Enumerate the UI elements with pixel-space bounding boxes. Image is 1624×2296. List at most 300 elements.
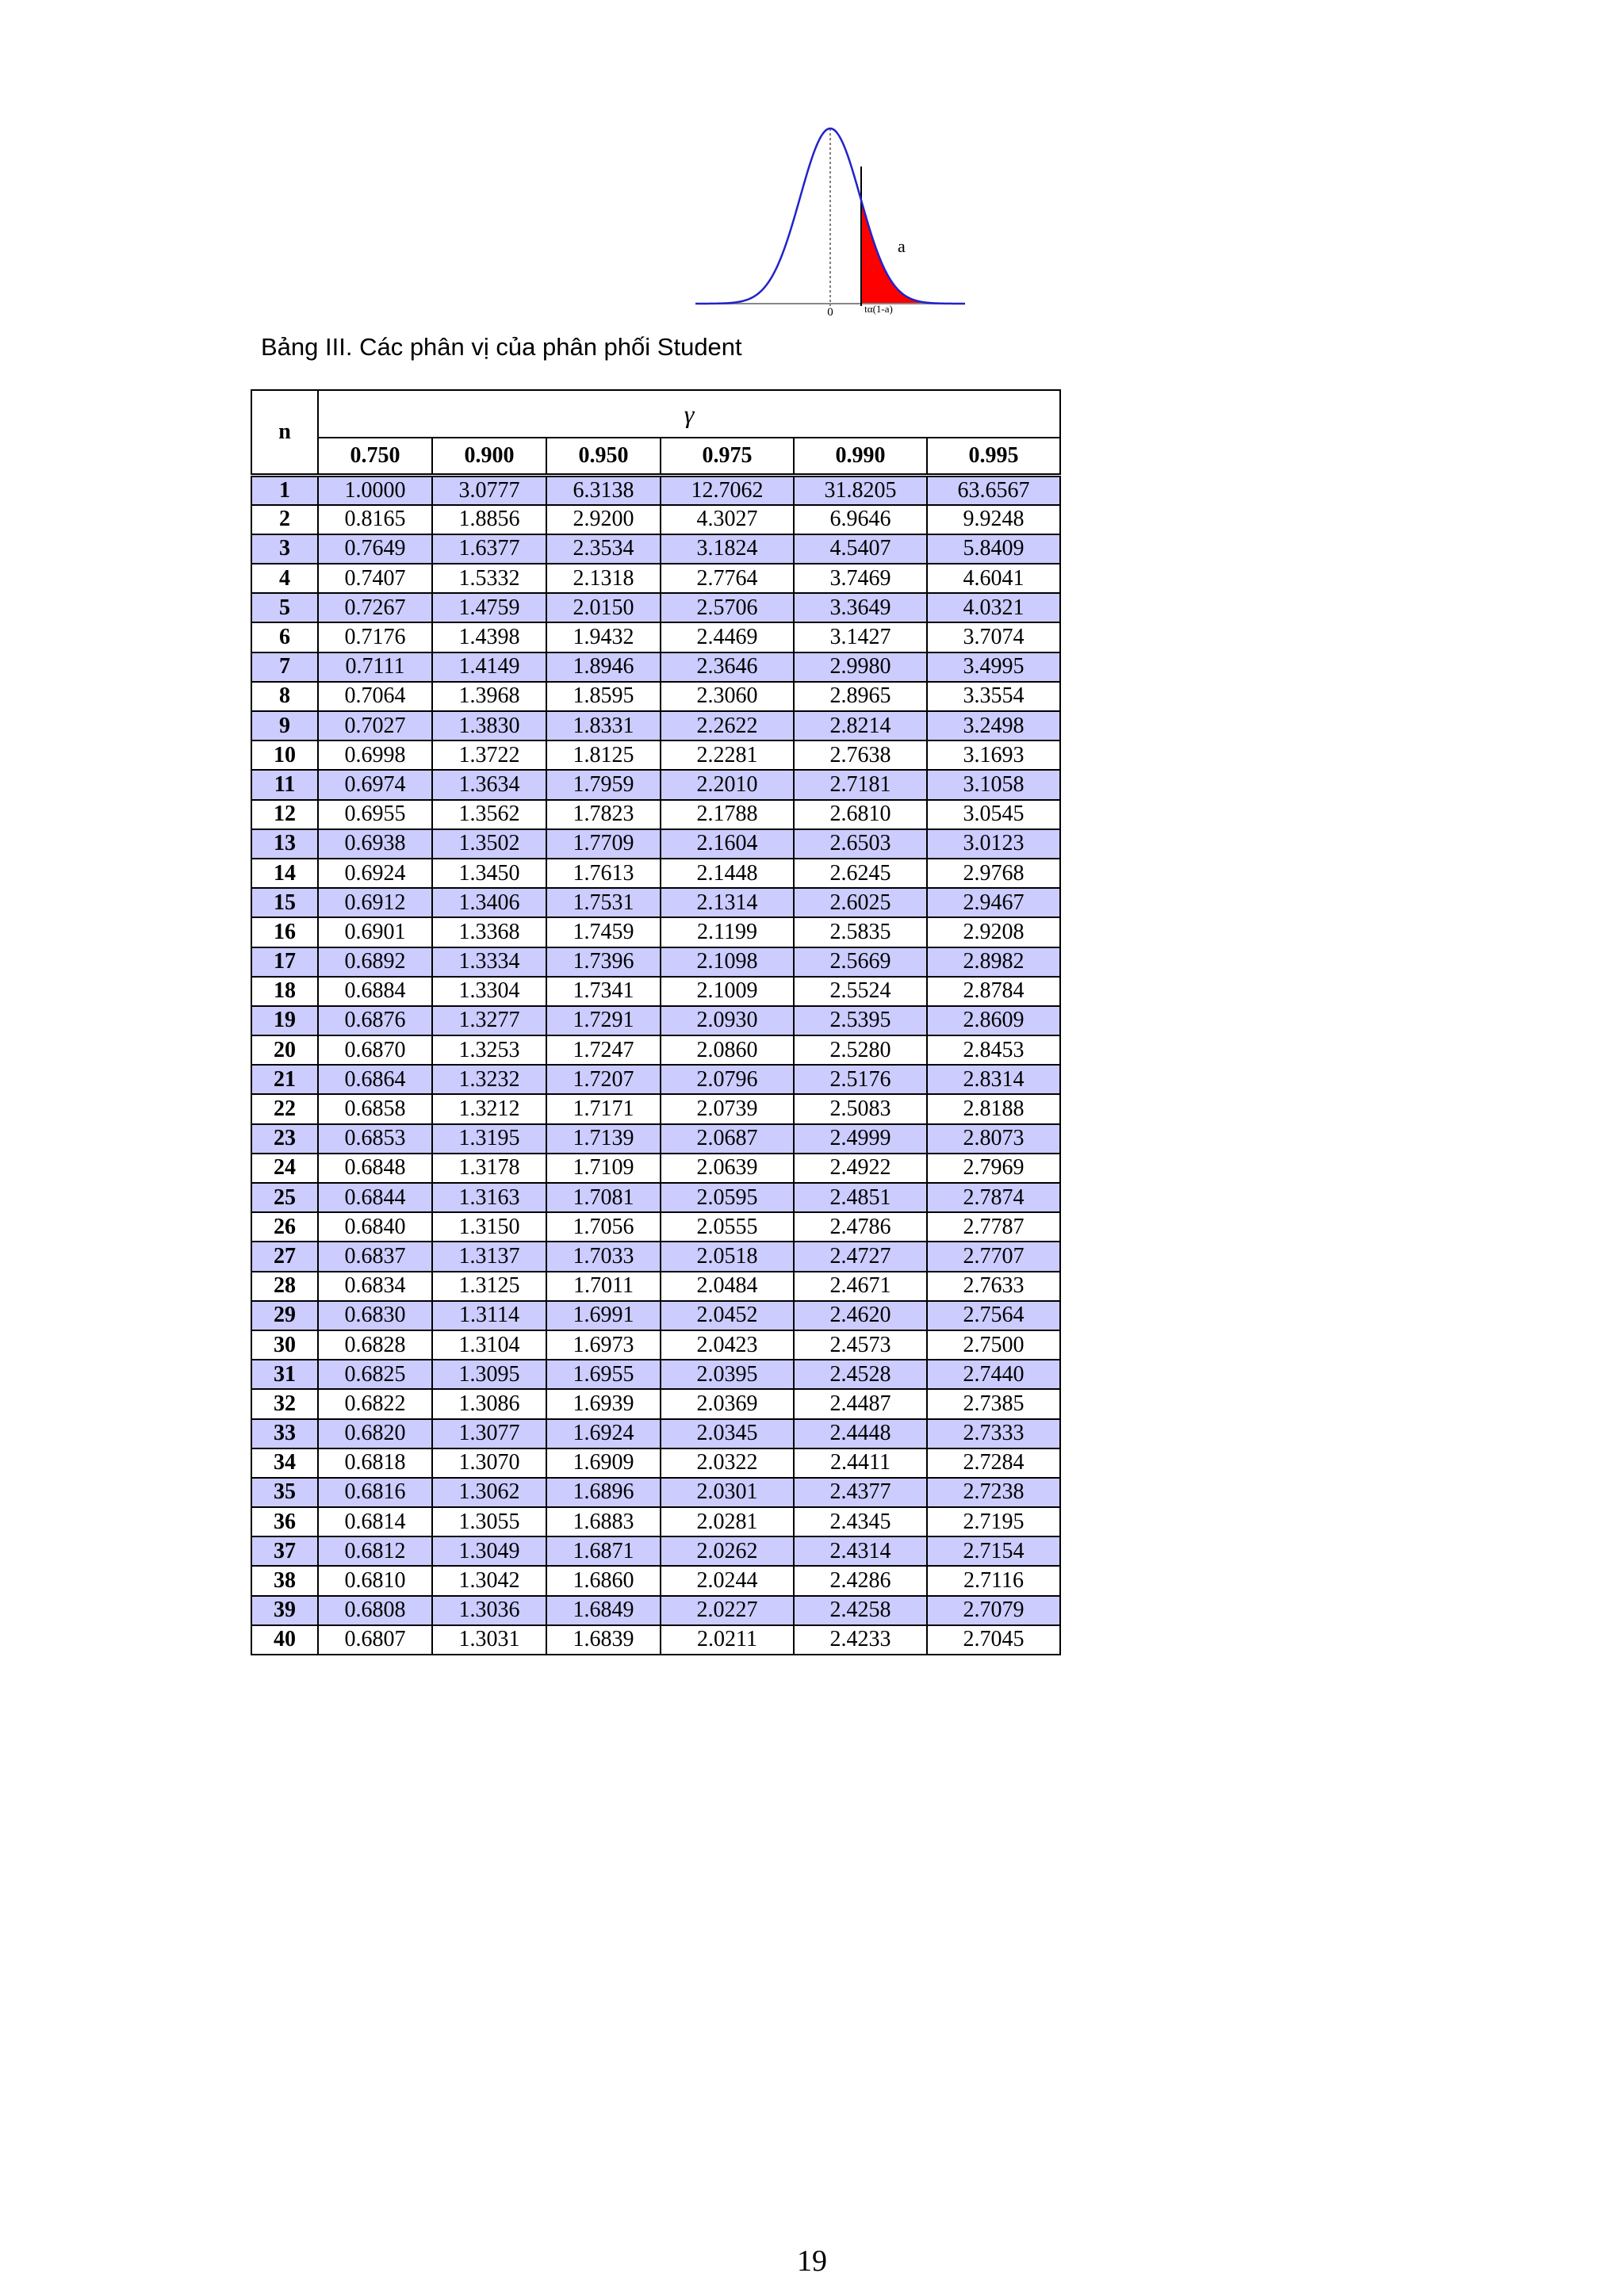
quantile-cell: 1.6909 (546, 1448, 661, 1478)
quantile-cell: 2.0555 (661, 1212, 794, 1242)
quantile-cell: 0.6825 (318, 1360, 432, 1389)
quantile-cell: 2.1604 (661, 829, 794, 859)
quantile-cell: 1.7341 (546, 977, 661, 1006)
table-row (251, 1596, 1060, 1625)
quantile-cell: 0.6876 (318, 1006, 432, 1035)
column-header: 0.900 (432, 438, 546, 476)
quantile-cell: 2.0739 (661, 1094, 794, 1123)
table-row (251, 1536, 1060, 1566)
quantile-cell: 2.0262 (661, 1536, 794, 1566)
quantile-cell: 1.5332 (432, 564, 546, 593)
quantile-cell: 2.0281 (661, 1507, 794, 1536)
quantile-cell: 0.6818 (318, 1448, 432, 1478)
quantile-cell: 1.7531 (546, 888, 661, 917)
quantile-cell: 2.1009 (661, 977, 794, 1006)
quantile-cell: 2.4786 (794, 1212, 927, 1242)
row-n-cell: 32 (251, 1389, 318, 1418)
quantile-cell: 0.6830 (318, 1301, 432, 1330)
quantile-cell: 1.6991 (546, 1301, 661, 1330)
column-header: 0.750 (318, 438, 432, 476)
row-n-cell: 11 (251, 770, 318, 799)
n-column-header: n (251, 390, 318, 476)
quantile-cell: 0.7027 (318, 711, 432, 740)
quantile-cell: 1.7011 (546, 1272, 661, 1301)
quantile-cell: 1.4759 (432, 593, 546, 622)
column-header: 0.995 (927, 438, 1060, 476)
column-header: 0.975 (661, 438, 794, 476)
quantile-cell: 1.7613 (546, 859, 661, 888)
quantile-cell: 1.3049 (432, 1536, 546, 1566)
quantile-cell: 0.6974 (318, 770, 432, 799)
quantile-cell: 0.6820 (318, 1419, 432, 1448)
row-n-cell: 24 (251, 1154, 318, 1183)
quantile-cell: 2.4528 (794, 1360, 927, 1389)
quantile-cell: 2.7195 (927, 1507, 1060, 1536)
quantile-cell: 1.3968 (432, 682, 546, 711)
table-row (251, 682, 1060, 711)
alpha-label: a (898, 236, 906, 256)
table-row (251, 593, 1060, 622)
gamma-header: γ (318, 390, 1060, 438)
quantile-cell: 1.3406 (432, 888, 546, 917)
quantile-cell: 1.3562 (432, 800, 546, 829)
row-n-cell: 22 (251, 1094, 318, 1123)
row-n-cell: 36 (251, 1507, 318, 1536)
column-header: 0.950 (546, 438, 661, 476)
quantile-cell: 0.6816 (318, 1478, 432, 1507)
row-n-cell: 16 (251, 917, 318, 947)
row-n-cell: 30 (251, 1330, 318, 1360)
row-n-cell: 7 (251, 652, 318, 682)
quantile-cell: 1.8595 (546, 682, 661, 711)
quantile-cell: 63.6567 (927, 476, 1060, 505)
quantile-cell: 0.6822 (318, 1389, 432, 1418)
quantile-cell: 2.0395 (661, 1360, 794, 1389)
quantile-cell: 6.3138 (546, 476, 661, 505)
quantile-cell: 1.8125 (546, 740, 661, 770)
quantile-cell: 1.7709 (546, 829, 661, 859)
row-n-cell: 38 (251, 1566, 318, 1595)
quantile-cell: 2.7385 (927, 1389, 1060, 1418)
table-row (251, 1389, 1060, 1418)
quantile-cell: 0.6955 (318, 800, 432, 829)
quantile-cell: 1.7139 (546, 1124, 661, 1154)
quantile-cell: 2.0150 (546, 593, 661, 622)
quantile-cell: 2.1318 (546, 564, 661, 593)
table-row (251, 1035, 1060, 1065)
quantile-cell: 2.8314 (927, 1065, 1060, 1094)
row-n-cell: 15 (251, 888, 318, 917)
quantile-cell: 2.8188 (927, 1094, 1060, 1123)
quantile-cell: 0.6853 (318, 1124, 432, 1154)
quantile-cell: 9.9248 (927, 505, 1060, 534)
quantile-cell: 3.0123 (927, 829, 1060, 859)
table-row (251, 1212, 1060, 1242)
quantile-cell: 2.7440 (927, 1360, 1060, 1389)
quantile-cell: 3.3554 (927, 682, 1060, 711)
quantile-cell: 0.6858 (318, 1094, 432, 1123)
quantile-cell: 2.1788 (661, 800, 794, 829)
quantile-cell: 1.3055 (432, 1507, 546, 1536)
table-row (251, 711, 1060, 740)
column-header: 0.990 (794, 438, 927, 476)
quantile-cell: 2.9200 (546, 505, 661, 534)
quantile-cell: 1.3114 (432, 1301, 546, 1330)
quantile-cell: 2.4487 (794, 1389, 927, 1418)
quantile-cell: 1.7033 (546, 1242, 661, 1271)
quantile-cell: 2.4671 (794, 1272, 927, 1301)
quantile-cell: 1.3163 (432, 1183, 546, 1212)
quantile-cell: 2.7116 (927, 1566, 1060, 1595)
quantile-cell: 3.4995 (927, 652, 1060, 682)
quantile-cell: 2.1448 (661, 859, 794, 888)
quantile-cell: 1.3253 (432, 1035, 546, 1065)
table-row (251, 770, 1060, 799)
quantile-cell: 0.6828 (318, 1330, 432, 1360)
quantile-cell: 1.3334 (432, 947, 546, 977)
table-row (251, 1419, 1060, 1448)
row-n-cell: 10 (251, 740, 318, 770)
quantile-cell: 2.8609 (927, 1006, 1060, 1035)
table-row (251, 1183, 1060, 1212)
quantile-cell: 2.5280 (794, 1035, 927, 1065)
quantile-cell: 0.7064 (318, 682, 432, 711)
table-row (251, 1330, 1060, 1360)
quantile-cell: 1.6924 (546, 1419, 661, 1448)
row-n-cell: 8 (251, 682, 318, 711)
quantile-cell: 2.0301 (661, 1478, 794, 1507)
quantile-cell: 4.5407 (794, 534, 927, 564)
column-header-row (251, 438, 1060, 476)
quantile-cell: 1.3178 (432, 1154, 546, 1183)
quantile-cell: 2.4448 (794, 1419, 927, 1448)
quantile-cell: 2.5395 (794, 1006, 927, 1035)
quantile-cell: 0.6998 (318, 740, 432, 770)
row-n-cell: 40 (251, 1625, 318, 1655)
quantile-cell: 2.0211 (661, 1625, 794, 1655)
quantile-cell: 0.6844 (318, 1183, 432, 1212)
quantile-cell: 0.7267 (318, 593, 432, 622)
quantile-cell: 2.0595 (661, 1183, 794, 1212)
quantile-cell: 2.7564 (927, 1301, 1060, 1330)
quantile-cell: 2.4922 (794, 1154, 927, 1183)
quantile-cell: 2.9768 (927, 859, 1060, 888)
quantile-cell: 0.7111 (318, 652, 432, 682)
row-n-cell: 17 (251, 947, 318, 977)
quantile-cell: 5.8409 (927, 534, 1060, 564)
quantile-cell: 1.3212 (432, 1094, 546, 1123)
quantile-cell: 2.7638 (794, 740, 927, 770)
quantile-cell: 0.6884 (318, 977, 432, 1006)
table-row (251, 1065, 1060, 1094)
table-row (251, 1242, 1060, 1271)
quantile-cell: 1.3070 (432, 1448, 546, 1478)
quantile-cell: 1.7291 (546, 1006, 661, 1035)
row-n-cell: 33 (251, 1419, 318, 1448)
table-row (251, 1448, 1060, 1478)
table-row (251, 829, 1060, 859)
table-row (251, 652, 1060, 682)
quantile-cell: 2.0423 (661, 1330, 794, 1360)
quantile-cell: 1.7171 (546, 1094, 661, 1123)
quantile-cell: 0.7649 (318, 534, 432, 564)
quantile-cell: 2.0369 (661, 1389, 794, 1418)
quantile-cell: 2.1199 (661, 917, 794, 947)
quantile-cell: 2.4233 (794, 1625, 927, 1655)
quantile-cell: 1.3077 (432, 1419, 546, 1448)
quantile-cell: 0.6807 (318, 1625, 432, 1655)
student-quantile-table (251, 389, 1061, 1655)
quantile-cell: 1.7459 (546, 917, 661, 947)
quantile-cell: 1.6871 (546, 1536, 661, 1566)
quantile-cell: 1.4398 (432, 622, 546, 652)
quantile-cell: 0.6840 (318, 1212, 432, 1242)
row-n-cell: 27 (251, 1242, 318, 1271)
quantile-cell: 2.2010 (661, 770, 794, 799)
table-row (251, 1124, 1060, 1154)
quantile-cell: 1.8331 (546, 711, 661, 740)
quantile-cell: 3.0545 (927, 800, 1060, 829)
quantile-cell: 1.6883 (546, 1507, 661, 1536)
table-row (251, 534, 1060, 564)
quantile-cell: 2.6810 (794, 800, 927, 829)
quantile-cell: 2.5706 (661, 593, 794, 622)
quantile-cell: 2.2281 (661, 740, 794, 770)
quantile-cell: 0.6901 (318, 917, 432, 947)
quantile-cell: 2.7079 (927, 1596, 1060, 1625)
quantile-cell: 1.3086 (432, 1389, 546, 1418)
table-row (251, 859, 1060, 888)
quantile-cell: 2.0452 (661, 1301, 794, 1330)
quantile-cell: 1.7396 (546, 947, 661, 977)
quantile-cell: 2.9980 (794, 652, 927, 682)
quantile-cell: 3.0777 (432, 476, 546, 505)
quantile-cell: 3.1824 (661, 534, 794, 564)
quantile-cell: 2.7787 (927, 1212, 1060, 1242)
quantile-cell: 4.0321 (927, 593, 1060, 622)
table-caption: Bảng III. Các phân vị của phân phối Student (261, 333, 742, 361)
quantile-cell: 1.3304 (432, 977, 546, 1006)
row-n-cell: 9 (251, 711, 318, 740)
quantile-cell: 3.2498 (927, 711, 1060, 740)
quantile-cell: 3.3649 (794, 593, 927, 622)
quantile-cell: 1.3095 (432, 1360, 546, 1389)
quantile-cell: 3.1427 (794, 622, 927, 652)
row-n-cell: 12 (251, 800, 318, 829)
row-n-cell: 4 (251, 564, 318, 593)
quantile-cell: 2.5524 (794, 977, 927, 1006)
quantile-cell: 1.3062 (432, 1478, 546, 1507)
quantile-cell: 1.6896 (546, 1478, 661, 1507)
quantile-cell: 2.0796 (661, 1065, 794, 1094)
row-n-cell: 26 (251, 1212, 318, 1242)
row-n-cell: 29 (251, 1301, 318, 1330)
quantile-cell: 2.5083 (794, 1094, 927, 1123)
quantile-cell: 2.1098 (661, 947, 794, 977)
table-row (251, 740, 1060, 770)
quantile-cell: 2.8982 (927, 947, 1060, 977)
table-row (251, 1507, 1060, 1536)
quantile-cell: 2.4573 (794, 1330, 927, 1360)
quantile-cell: 2.1314 (661, 888, 794, 917)
quantile-cell: 1.3450 (432, 859, 546, 888)
table-row (251, 947, 1060, 977)
table-row (251, 1154, 1060, 1183)
quantile-cell: 2.5176 (794, 1065, 927, 1094)
quantile-cell: 0.6837 (318, 1242, 432, 1271)
quantile-cell: 0.6864 (318, 1065, 432, 1094)
quantile-cell: 0.7407 (318, 564, 432, 593)
quantile-cell: 2.6245 (794, 859, 927, 888)
quantile-cell: 2.7707 (927, 1242, 1060, 1271)
quantile-cell: 2.7500 (927, 1330, 1060, 1360)
quantile-cell: 12.7062 (661, 476, 794, 505)
quantile-cell: 1.7109 (546, 1154, 661, 1183)
quantile-cell: 2.8214 (794, 711, 927, 740)
quantile-cell: 1.7081 (546, 1183, 661, 1212)
quantile-cell: 2.7764 (661, 564, 794, 593)
quantile-cell: 2.7284 (927, 1448, 1060, 1478)
row-n-cell: 35 (251, 1478, 318, 1507)
table-row (251, 564, 1060, 593)
quantile-cell: 2.4314 (794, 1536, 927, 1566)
quantile-cell: 2.7333 (927, 1419, 1060, 1448)
quantile-cell: 2.7633 (927, 1272, 1060, 1301)
quantile-cell: 0.6924 (318, 859, 432, 888)
quantile-cell: 2.0345 (661, 1419, 794, 1448)
student-distribution-figure (691, 119, 977, 322)
table-row (251, 622, 1060, 652)
quantile-cell: 2.7045 (927, 1625, 1060, 1655)
row-n-cell: 19 (251, 1006, 318, 1035)
quantile-cell: 1.3368 (432, 917, 546, 947)
quantile-cell: 2.4345 (794, 1507, 927, 1536)
quantile-cell: 3.7469 (794, 564, 927, 593)
row-n-cell: 14 (251, 859, 318, 888)
page-number: 19 (797, 2244, 827, 2278)
quantile-cell: 3.1058 (927, 770, 1060, 799)
quantile-cell: 2.5835 (794, 917, 927, 947)
quantile-cell: 1.3137 (432, 1242, 546, 1271)
row-n-cell: 5 (251, 593, 318, 622)
quantile-cell: 2.6025 (794, 888, 927, 917)
quantile-cell: 1.6973 (546, 1330, 661, 1360)
quantile-cell: 2.4411 (794, 1448, 927, 1478)
quantile-cell: 0.6870 (318, 1035, 432, 1065)
table-row (251, 476, 1060, 505)
quantile-cell: 2.0930 (661, 1006, 794, 1035)
row-n-cell: 37 (251, 1536, 318, 1566)
quantile-cell: 2.7874 (927, 1183, 1060, 1212)
row-n-cell: 1 (251, 476, 318, 505)
quantile-cell: 3.7074 (927, 622, 1060, 652)
quantile-cell: 2.5669 (794, 947, 927, 977)
quantile-cell: 0.6814 (318, 1507, 432, 1536)
row-n-cell: 39 (251, 1596, 318, 1625)
table-row (251, 1272, 1060, 1301)
quantile-cell: 2.9467 (927, 888, 1060, 917)
table-row (251, 977, 1060, 1006)
quantile-cell: 1.8856 (432, 505, 546, 534)
quantile-cell: 2.0244 (661, 1566, 794, 1595)
quantile-cell: 31.8205 (794, 476, 927, 505)
quantile-cell: 1.3277 (432, 1006, 546, 1035)
row-n-cell: 21 (251, 1065, 318, 1094)
quantile-cell: 2.7154 (927, 1536, 1060, 1566)
quantile-cell: 1.3502 (432, 829, 546, 859)
quantile-cell: 2.7969 (927, 1154, 1060, 1183)
quantile-cell: 0.8165 (318, 505, 432, 534)
quantile-cell: 2.0518 (661, 1242, 794, 1271)
quantile-cell: 1.3104 (432, 1330, 546, 1360)
quantile-cell: 2.0322 (661, 1448, 794, 1478)
quantile-cell: 2.2622 (661, 711, 794, 740)
table-row (251, 505, 1060, 534)
table-row (251, 1478, 1060, 1507)
row-n-cell: 25 (251, 1183, 318, 1212)
quantile-cell: 1.3042 (432, 1566, 546, 1595)
quantile-cell: 0.6892 (318, 947, 432, 977)
table-row (251, 1301, 1060, 1330)
quantile-cell: 2.4851 (794, 1183, 927, 1212)
quantile-cell: 1.3036 (432, 1596, 546, 1625)
quantile-cell: 1.3722 (432, 740, 546, 770)
quantile-cell: 1.0000 (318, 476, 432, 505)
quantile-cell: 2.8073 (927, 1124, 1060, 1154)
quantile-cell: 2.0227 (661, 1596, 794, 1625)
quantile-cell: 1.6839 (546, 1625, 661, 1655)
table-row (251, 1360, 1060, 1389)
quantile-cell: 1.7959 (546, 770, 661, 799)
quantile-cell: 6.9646 (794, 505, 927, 534)
row-n-cell: 2 (251, 505, 318, 534)
quantile-cell: 0.7176 (318, 622, 432, 652)
quantile-cell: 2.0639 (661, 1154, 794, 1183)
quantile-cell: 2.0860 (661, 1035, 794, 1065)
quantile-cell: 1.9432 (546, 622, 661, 652)
quantile-cell: 1.7056 (546, 1212, 661, 1242)
quantile-cell: 2.4469 (661, 622, 794, 652)
quantile-cell: 1.3634 (432, 770, 546, 799)
quantile-cell: 2.3646 (661, 652, 794, 682)
quantile-cell: 1.3031 (432, 1625, 546, 1655)
table-row (251, 1094, 1060, 1123)
table-row (251, 1566, 1060, 1595)
quantile-cell: 2.7181 (794, 770, 927, 799)
quantile-cell: 0.6938 (318, 829, 432, 859)
quantile-cell: 2.3060 (661, 682, 794, 711)
quantile-cell: 0.6834 (318, 1272, 432, 1301)
quantile-cell: 2.4286 (794, 1566, 927, 1595)
quantile-cell: 2.4620 (794, 1301, 927, 1330)
quantile-cell: 2.3534 (546, 534, 661, 564)
table-row (251, 917, 1060, 947)
row-n-cell: 20 (251, 1035, 318, 1065)
quantile-cell: 0.6812 (318, 1536, 432, 1566)
quantile-cell: 0.6808 (318, 1596, 432, 1625)
row-n-cell: 6 (251, 622, 318, 652)
row-n-cell: 13 (251, 829, 318, 859)
quantile-cell: 4.3027 (661, 505, 794, 534)
row-n-cell: 3 (251, 534, 318, 564)
quantile-cell: 1.6939 (546, 1389, 661, 1418)
row-n-cell: 31 (251, 1360, 318, 1389)
quantile-cell: 1.7247 (546, 1035, 661, 1065)
quantile-cell: 2.6503 (794, 829, 927, 859)
quantile-cell: 1.3150 (432, 1212, 546, 1242)
row-n-cell: 18 (251, 977, 318, 1006)
quantile-cell: 1.8946 (546, 652, 661, 682)
